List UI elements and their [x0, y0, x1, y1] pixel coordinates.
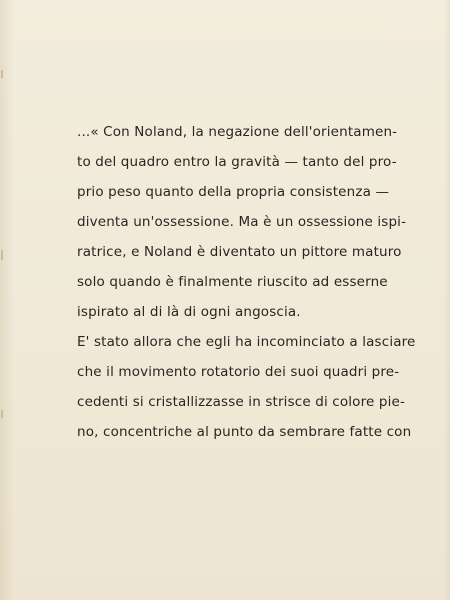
- text-line: prio peso quanto della propria consistenza —: [77, 184, 390, 200]
- margin-mark: [1, 70, 3, 78]
- text-line: solo quando è finalmente riuscito ad esserne: [77, 274, 388, 290]
- paragraph-1: [77, 117, 407, 327]
- text-line: ...« Con Noland, la negazione dell'orientamen-: [77, 124, 398, 140]
- text-line-last: ispirato al di là di ogni angoscia.: [77, 304, 301, 320]
- paragraph-2: [77, 327, 416, 447]
- margin-mark: [1, 410, 3, 418]
- text-line: to del quadro entro la gravità — tanto del pro-: [77, 154, 397, 170]
- text-line: ratrice, e Noland è diventato un pittore maturo: [77, 244, 402, 260]
- margin-mark: [1, 250, 3, 260]
- body-text: [77, 117, 416, 447]
- text-line: E' stato allora che egli ha incominciato a lasciare: [77, 334, 416, 350]
- text-line: diventa un'ossessione. Ma è un ossessione ispi-: [77, 214, 407, 230]
- text-line: no, concentriche al punto da sembrare fatte con: [77, 424, 412, 440]
- text-line: che il movimento rotatorio dei suoi quadri pre-: [77, 364, 400, 380]
- text-line: cedenti si cristallizzasse in strisce di colore pie-: [77, 394, 405, 410]
